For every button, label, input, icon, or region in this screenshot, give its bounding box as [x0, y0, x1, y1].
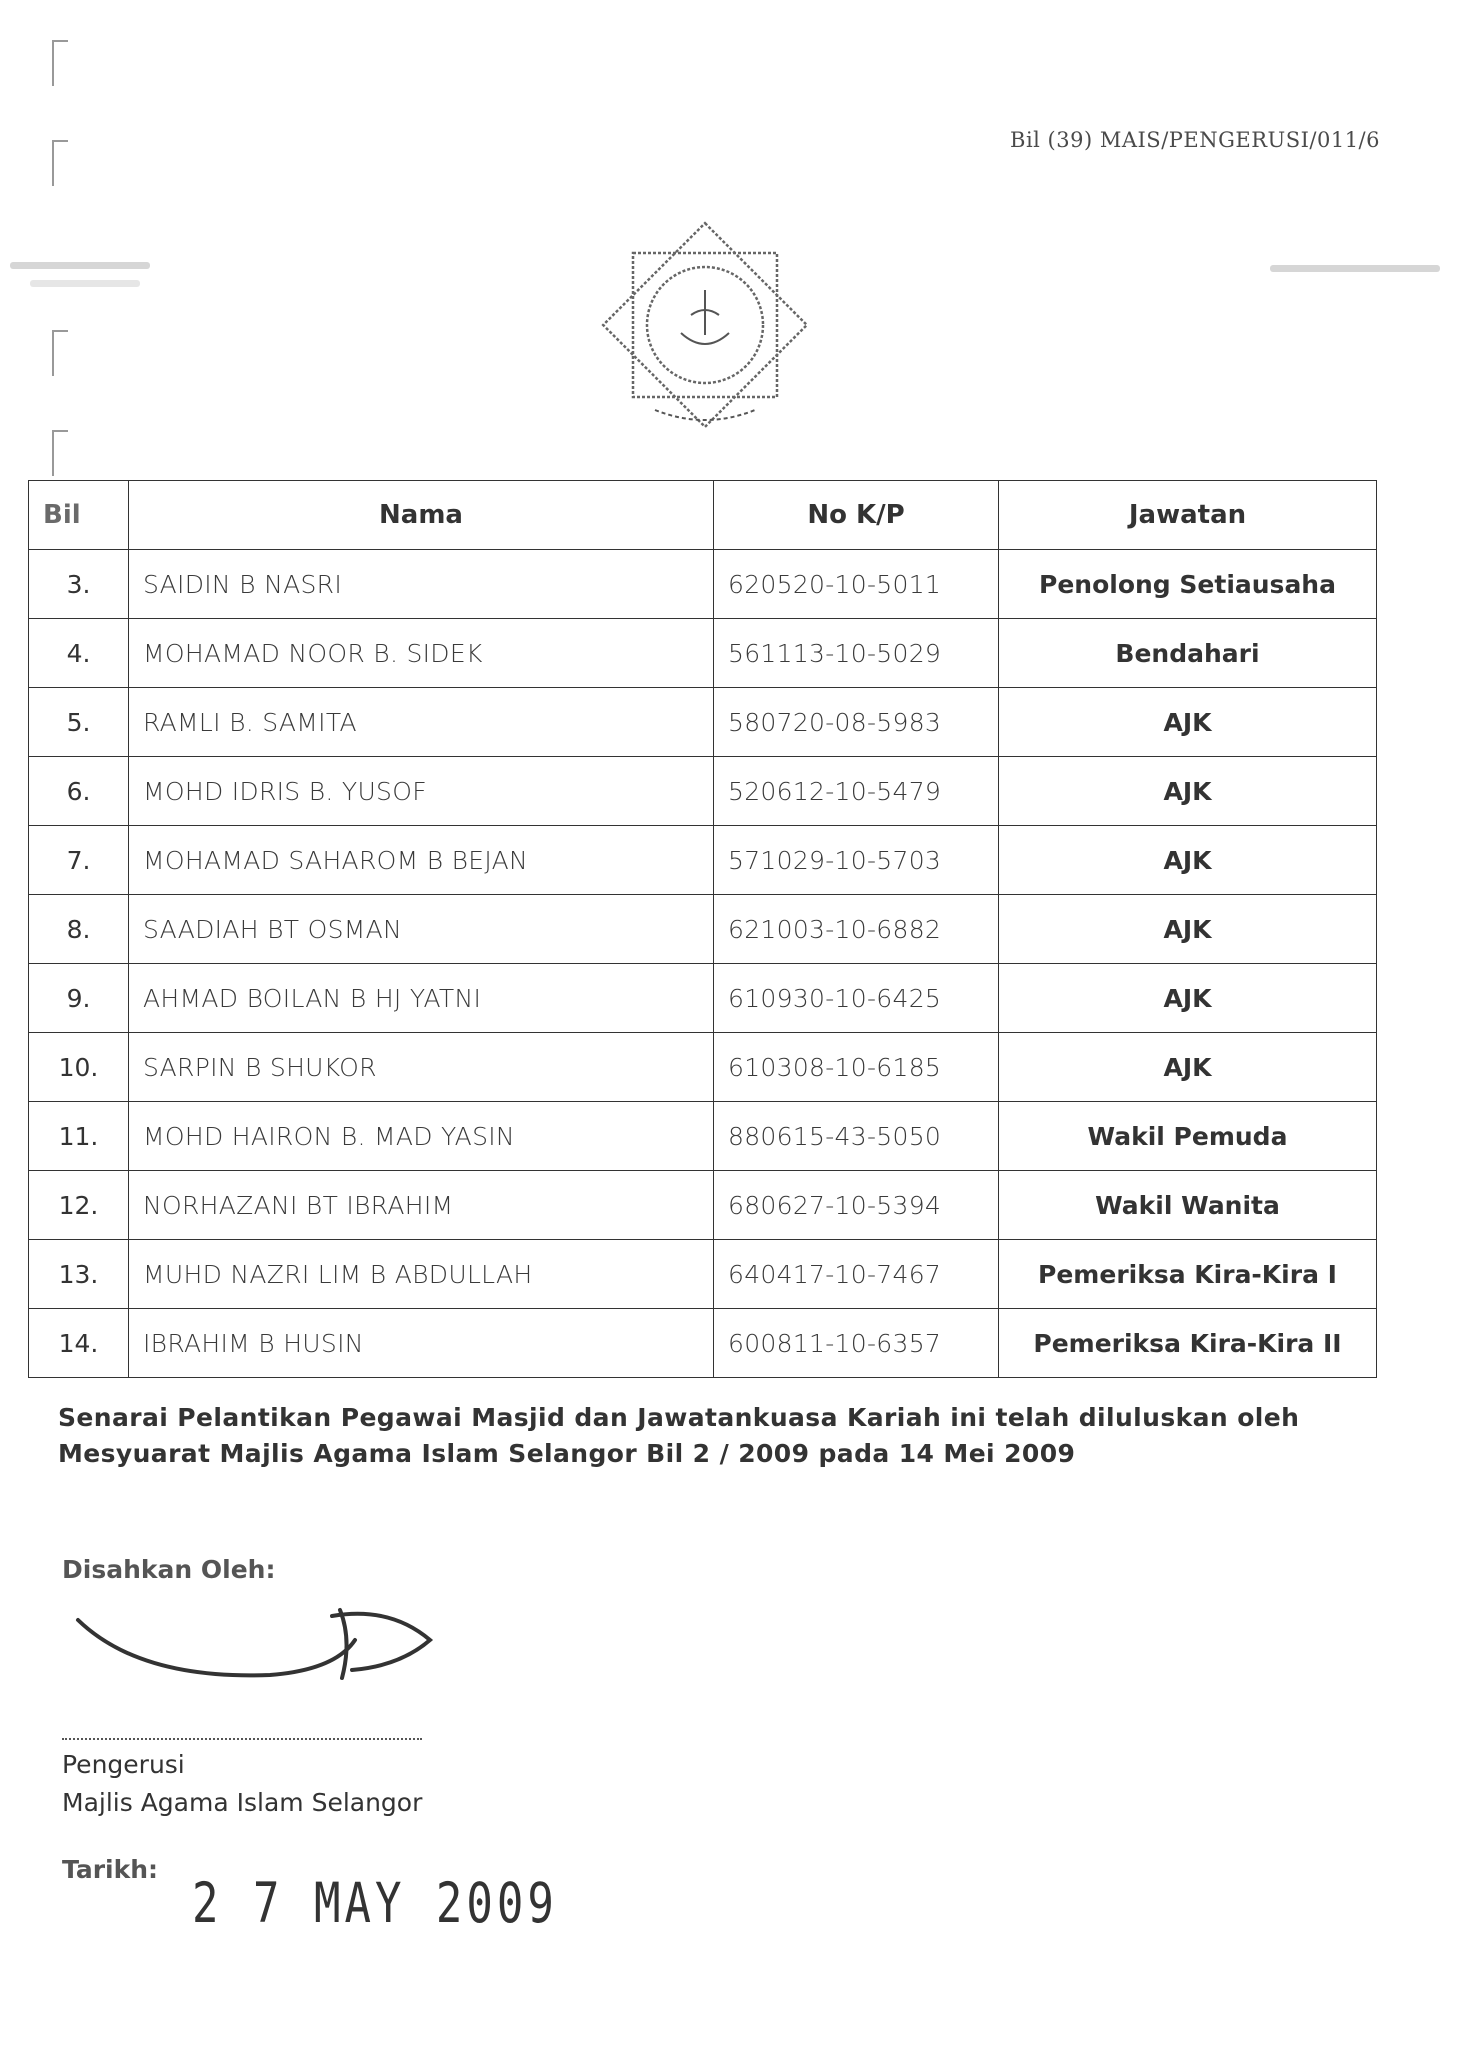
ic-number: 880615-43-5050 [714, 1102, 999, 1171]
column-header-jawatan: Jawatan [999, 481, 1377, 550]
ic-number: 600811-10-6357 [714, 1309, 999, 1378]
handwritten-signature [70, 1570, 450, 1710]
position: AJK [999, 757, 1377, 826]
member-name: IBRAHIM B HUSIN [129, 1309, 714, 1378]
ic-number: 680627-10-5394 [714, 1171, 999, 1240]
row-number: 11. [29, 1102, 129, 1171]
table-row [29, 1309, 1377, 1378]
member-name: SAADIAH BT OSMAN [129, 895, 714, 964]
row-number: 5. [29, 688, 129, 757]
position: Pemeriksa Kira-Kira II [999, 1309, 1377, 1378]
position: AJK [999, 1033, 1377, 1102]
position: Pemeriksa Kira-Kira I [999, 1240, 1377, 1309]
row-number: 3. [29, 550, 129, 619]
position: AJK [999, 688, 1377, 757]
table-row [29, 757, 1377, 826]
member-name: MOHAMAD NOOR B. SIDEK [129, 619, 714, 688]
table-row [29, 688, 1377, 757]
ic-number: 610930-10-6425 [714, 964, 999, 1033]
member-name: SAIDIN B NASRI [129, 550, 714, 619]
column-header-bil: Bil [29, 481, 129, 550]
member-name: MOHD IDRIS B. YUSOF [129, 757, 714, 826]
ic-number: 561113-10-5029 [714, 619, 999, 688]
date-label: Tarikh: [62, 1855, 159, 1884]
position: AJK [999, 895, 1377, 964]
table-row [29, 1171, 1377, 1240]
signatory-organization: Majlis Agama Islam Selangor [62, 1788, 423, 1817]
member-name: RAMLI B. SAMITA [129, 688, 714, 757]
member-name: MOHAMAD SAHAROM B BEJAN [129, 826, 714, 895]
member-name: MOHD HAIRON B. MAD YASIN [129, 1102, 714, 1171]
row-number: 8. [29, 895, 129, 964]
binder-mark [52, 330, 68, 376]
approval-statement [58, 1400, 1358, 1472]
ic-number: 621003-10-6882 [714, 895, 999, 964]
member-name: MUHD NAZRI LIM B ABDULLAH [129, 1240, 714, 1309]
signatory-title: Pengerusi [62, 1750, 185, 1779]
row-number: 13. [29, 1240, 129, 1309]
table-row [29, 1240, 1377, 1309]
approval-line-1: Senarai Pelantikan Pegawai Masjid dan Jawatankuasa Kariah ini telah diluluskan oleh [58, 1403, 1300, 1432]
ic-number: 580720-08-5983 [714, 688, 999, 757]
row-number: 12. [29, 1171, 129, 1240]
column-header-nama: Nama [129, 481, 714, 550]
ic-number: 640417-10-7467 [714, 1240, 999, 1309]
column-header-kp: No K/P [714, 481, 999, 550]
table-row [29, 619, 1377, 688]
table-row [29, 1033, 1377, 1102]
table-header-row [29, 481, 1377, 550]
position: Wakil Wanita [999, 1171, 1377, 1240]
binder-mark [52, 40, 68, 86]
member-name: NORHAZANI BT IBRAHIM [129, 1171, 714, 1240]
position: Bendahari [999, 619, 1377, 688]
member-name: AHMAD BOILAN B HJ YATNI [129, 964, 714, 1033]
row-number: 4. [29, 619, 129, 688]
row-number: 10. [29, 1033, 129, 1102]
table-row [29, 826, 1377, 895]
reference-number: Bil (39) MAIS/PENGERUSI/011/6 [1010, 128, 1380, 152]
member-name: SARPIN B SHUKOR [129, 1033, 714, 1102]
row-number: 7. [29, 826, 129, 895]
approval-line-2: Mesyuarat Majlis Agama Islam Selangor Bil 2 / 2009 pada 14 Mei 2009 [58, 1439, 1076, 1468]
scan-smudge [10, 262, 150, 269]
table-row [29, 964, 1377, 1033]
ic-number: 520612-10-5479 [714, 757, 999, 826]
position: Penolong Setiausaha [999, 550, 1377, 619]
octagram-seal-icon [585, 205, 825, 445]
position: Wakil Pemuda [999, 1102, 1377, 1171]
committee-table [28, 480, 1377, 1378]
ic-number: 571029-10-5703 [714, 826, 999, 895]
position: AJK [999, 826, 1377, 895]
table-row [29, 895, 1377, 964]
signature-line [62, 1738, 422, 1740]
endorsed-by-label: Disahkan Oleh: [62, 1555, 276, 1584]
row-number: 6. [29, 757, 129, 826]
row-number: 14. [29, 1309, 129, 1378]
row-number: 9. [29, 964, 129, 1033]
ic-number: 620520-10-5011 [714, 550, 999, 619]
binder-mark [52, 430, 68, 476]
ic-number: 610308-10-6185 [714, 1033, 999, 1102]
binder-mark [52, 140, 68, 186]
table-row [29, 1102, 1377, 1171]
scan-smudge [1270, 265, 1440, 272]
table-row [29, 550, 1377, 619]
date-stamp: 2 7 MAY 2009 [192, 1872, 558, 1936]
position: AJK [999, 964, 1377, 1033]
scan-smudge [30, 280, 140, 287]
